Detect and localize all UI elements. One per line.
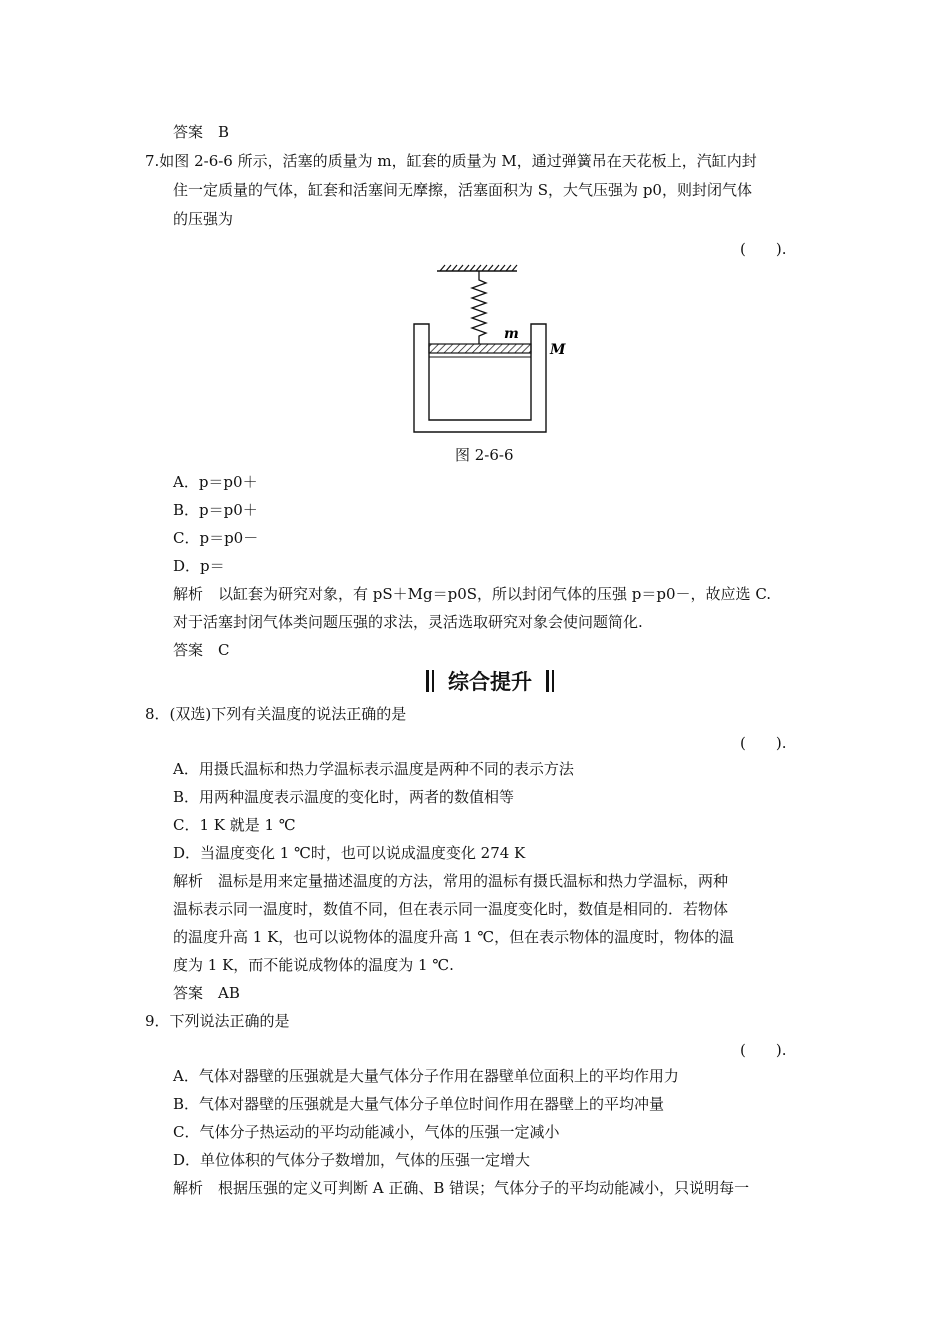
q8-answer: 答案 AB — [173, 984, 240, 1002]
spring — [472, 271, 486, 344]
q6-answer: 答案 B — [173, 123, 230, 141]
q9-option-d: D．单位体积的气体分子数增加，气体的压强一定增大 — [173, 1151, 531, 1169]
section-title: 综合提升 — [448, 670, 532, 694]
q7-option-c: C．p＝p0－ — [173, 529, 259, 547]
q8-option-a: A．用摄氏温标和热力学温标表示温度是两种不同的表示方法 — [173, 760, 574, 778]
q8-stem: 8．(双选)下列有关温度的说法正确的是 — [145, 705, 407, 723]
figure-caption: 图 2-6-6 — [455, 446, 514, 464]
piston — [429, 344, 531, 353]
figure-cylinder-spring — [400, 262, 580, 442]
q8-option-d: D．当温度变化 1 ℃时，也可以说成温度变化 274 K — [173, 844, 526, 862]
ceiling — [437, 265, 517, 271]
q7-analysis-line1: 解析 以缸套为研究对象，有 pS＋Mg＝p0S，所以封闭气体的压强 p＝p0－，故应选 C. — [173, 585, 772, 603]
q7-stem-line1: 7.如图 2-6-6 所示，活塞的质量为 m，缸套的质量为 M，通过弹簧吊在天花板上，汽缸内封 — [145, 152, 757, 170]
q8-analysis-line2: 温标表示同一温度时，数值不同，但在表示同一温度变化时，数值是相同的．若物体 — [173, 900, 729, 918]
q8-answer-paren: ( ). — [740, 734, 787, 752]
label-cylinder-mass: M — [550, 342, 566, 358]
q7-answer-paren: ( ). — [740, 240, 787, 258]
section-bar-left — [426, 670, 434, 692]
q8-option-b: B．用两种温度表示温度的变化时，两者的数值相等 — [173, 788, 515, 806]
q7-answer: 答案 C — [173, 641, 230, 659]
q9-option-c: C．气体分子热运动的平均动能减小，气体的压强一定减小 — [173, 1123, 560, 1141]
q7-stem-line2: 住一定质量的气体，缸套和活塞间无摩擦，活塞面积为 S，大气压强为 p0，则封闭气体 — [173, 181, 752, 199]
q7-stem-line3: 的压强为 — [173, 210, 234, 228]
q8-analysis-line1: 解析 温标是用来定量描述温度的方法，常用的温标有摄氏温标和热力学温标，两种 — [173, 872, 729, 890]
q9-analysis-line1: 解析 根据压强的定义可判断 A 正确、B 错误；气体分子的平均动能减小，只说明每一 — [173, 1179, 750, 1197]
q9-answer-paren: ( ). — [740, 1041, 787, 1059]
section-header — [390, 664, 590, 698]
q7-option-a: A．p＝p0＋ — [173, 473, 258, 491]
q7-option-b: B．p＝p0＋ — [173, 501, 258, 519]
section-bar-right — [546, 670, 554, 692]
q8-analysis-line4: 度为 1 K，而不能说成物体的温度为 1 ℃. — [173, 956, 454, 974]
q8-option-c: C．1 K 就是 1 ℃ — [173, 816, 296, 834]
label-piston-mass: m — [504, 326, 519, 342]
q9-stem: 9．下列说法正确的是 — [145, 1012, 290, 1030]
q9-option-a: A．气体对器壁的压强就是大量气体分子作用在器壁单位面积上的平均作用力 — [173, 1067, 679, 1085]
q7-option-d: D．p＝ — [173, 557, 225, 575]
q7-analysis-line2: 对于活塞封闭气体类问题压强的求法，灵活选取研究对象会使问题简化. — [173, 613, 643, 631]
cylinder-outer-wall — [414, 324, 546, 432]
q8-analysis-line3: 的温度升高 1 K，也可以说物体的温度升高 1 ℃，但在表示物体的温度时，物体的温 — [173, 928, 735, 946]
q9-option-b: B．气体对器壁的压强就是大量气体分子单位时间作用在器壁上的平均冲量 — [173, 1095, 665, 1113]
